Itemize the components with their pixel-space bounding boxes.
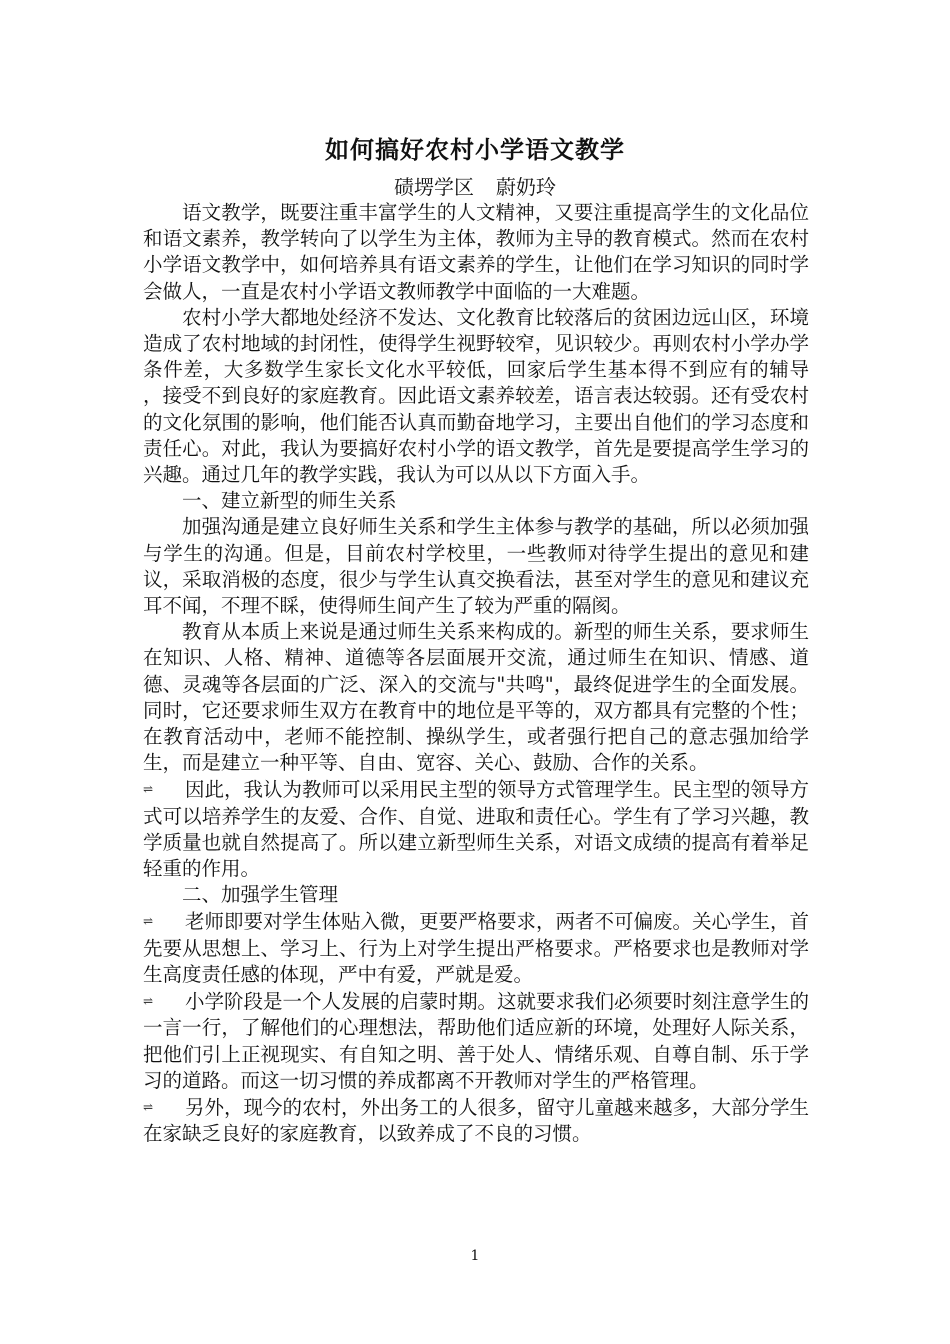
paragraph-strict — [143, 908, 809, 988]
author-name: 蔚奶玲 — [496, 175, 556, 199]
paragraph-relationship: 教育从本质上来说是通过师生关系来构成的。新型的师生关系，要求师生在知识、人格、精神、道德等各层面展开交流，通过师生在知识、情感、道德、灵魂等各层面的广泛、深入的交流与"共鸣"，最终促进学生的全面发展。同时，它还要求师生双方在教育中的地位是平等的，双方都具有完整的个性；在教育活动中，老师不能控制、操纵学生，或者强行把自己的意志强加给学生，而是建立一种平等、自由、宽容、关心、鼓励、合作的关系。 — [143, 620, 809, 775]
section-heading-2: 二、加强学生管理 — [182, 883, 339, 907]
bullet-icon: ⇌ — [143, 994, 154, 1009]
paragraph-democratic — [143, 776, 809, 882]
paragraph-strict-text: 老师即要对学生体贴入微，更要严格要求，两者不可偏废。关心学生，首先要从思想上、学习上、行为上对学生提出严格要求。严格要求也是教师对学生高度责任感的体现，严中有爱，严就是爱。 — [143, 910, 810, 986]
paragraph-left-behind-text: 另外，现今的农村，外出务工的人很多，留守儿童越来越多，大部分学生在家缺乏良好的家庭教育，以致养成了不良的习惯。 — [143, 1095, 810, 1146]
bullet-icon: ⇌ — [143, 1099, 154, 1114]
paragraph-background: 农村小学大都地处经济不发达、文化教育比较落后的贫困边远山区，环境造成了农村地域的封闭性，使得学生视野较窄，见识较少。再则农村小学办学条件差，大多数学生家长文化水平较低，回家后学生基本得不到应有的辅导 ，接受不到良好的家庭教育。因此语文素养较差，语言表达较弱。还有受农村的文化氛围的影响，他们能否认真而勤奋地学习，主要出自他们的学习态度和责任心。对此，我认为要搞好农村小学的语文教学，首先是要提高学生学习的兴趣。通过几年的教学实践，我认为可以从以下方面入手。 — [143, 305, 809, 487]
paragraph-enlightenment-text: 小学阶段是一个人发展的启蒙时期。这就要求我们必须要时刻注意学生的一言一行，了解他们的心理想法，帮助他们适应新的环境，处理好人际关系，把他们引上正视现实、有自知之明、善于处人、情绪乐观、自尊自制、乐于学习的道路。而这一切习惯的养成都离不开教师对学生的严格管理。 — [143, 990, 810, 1092]
author-unit: 碛塄学区 — [394, 175, 474, 199]
author-line — [0, 174, 950, 200]
bullet-icon: ⇌ — [143, 914, 154, 929]
paragraph-left-behind — [143, 1094, 809, 1147]
paragraph-enlightenment — [143, 988, 809, 1094]
paragraph-democratic-text: 因此，我认为教师可以采用民主型的领导方式管理学生。民主型的领导方式可以培养学生的友爱、合作、自觉、进取和责任心。学生有了学习兴趣，教学质量也就自然提高了。所以建立新型师生关系，对语文成绩的提高有着举足轻重的作用。 — [143, 778, 810, 881]
page-number: 1 — [470, 1248, 480, 1264]
paragraph-communication: 加强沟通是建立良好师生关系和学生主体参与教学的基础，所以必须加强与学生的沟通。但是，目前农村学校里，一些教师对待学生提出的意见和建议，采取消极的态度，很少与学生认真交换看法，甚至对学生的意见和建议充耳不闻，不理不睬，使得师生间产生了较为严重的隔阂。 — [143, 515, 809, 618]
document-body — [143, 200, 809, 1147]
paragraph-intro: 语文教学，既要注重丰富学生的人文精神，又要注重提高学生的文化品位和语文素养，教学转向了以学生为主体，教师为主导的教育模式。然而在农村小学语文教学中，如何培养具有语文素养的学生，让他们在学习知识的同时学会做人，一直是农村小学语文教师教学中面临的一大难题。 — [143, 201, 809, 303]
document-title: 如何搞好农村小学语文教学 — [325, 135, 625, 164]
bullet-icon: ⇌ — [143, 782, 154, 797]
section-heading-1: 一、建立新型的师生关系 — [182, 489, 397, 513]
